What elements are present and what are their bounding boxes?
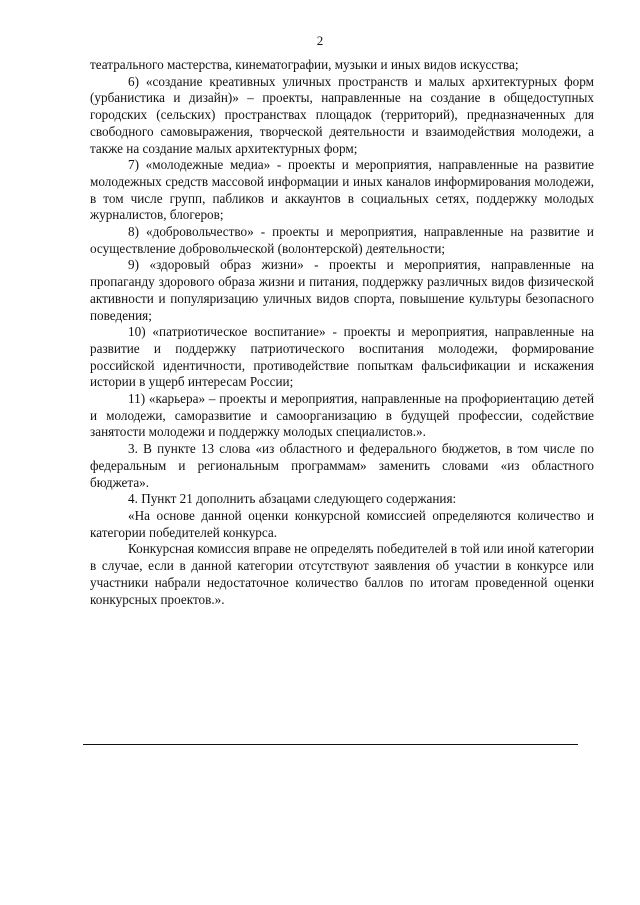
paragraph-point-4: 4. Пункт 21 дополнить абзацами следующего содержания: <box>128 491 457 507</box>
paragraph-item-7: 7) «молодежные медиа» - проекты и мероприятия, направленные на развитие молодежных средств массовой информации и иных каналов информирования молодежи, в том числе групп, пабликов и аккаунтов в социальных сетях, поддержку молодых журналистов, блогеров; <box>90 157 594 223</box>
page-number: 2 <box>316 33 324 48</box>
paragraph-item-10: 10) «патриотическое воспитание» - проекты и мероприятия, направленные на развитие и поддержку патриотического воспитания молодежи, формирование российской идентичности, противодействие попыткам фальсификации и искажения истории в ущерб интересам России; <box>90 324 594 390</box>
paragraph-item-9: 9) «здоровый образ жизни» - проекты и мероприятия, направленные на пропаганду здорового образа жизни и питания, поддержку различных видов физической активности и популяризацию уличных видов спорта, повышение культуры безопасного поведения; <box>90 257 594 323</box>
paragraph-continuation: театрального мастерства, кинематографии, музыки и иных видов искусства; <box>90 57 519 72</box>
paragraph-quote-1: «На основе данной оценки конкурсной комиссией определяются количество и категории победителей конкурса. <box>90 507 594 540</box>
paragraph-quote-2: Конкурсная комиссия вправе не определять победителей в той или иной категории в случае, если в данной категории отсутствуют заявления об участии в конкурсе или участники набрали недостаточное количество баллов по итогам проведенной оценки конкурсных проектов.». <box>90 541 594 607</box>
paragraph-point-3: 3. В пункте 13 слова «из областного и федерального бюджетов, в том числе по федеральным и региональным программам» заменить словами «из областного бюджета». <box>90 441 594 490</box>
closing-rule <box>83 744 578 745</box>
paragraph-item-6: 6) «создание креативных уличных пространств и малых архитектурных форм (урбанистика и дизайн)» – проекты, направленные на создание в общедоступных городских (сельских) пространствах площадок (территорий), предназначенных для свободного самовыражения, творческой деятельности и взаимодействия молодежи, а также на создание малых архитектурных форм; <box>90 73 594 156</box>
document-body <box>90 57 594 608</box>
paragraph-item-11: 11) «карьера» – проекты и мероприятия, направленные на профориентацию детей и молодежи, саморазвитие и самоорганизацию в будущей профессии, содействие занятости молодежи и поддержку молодых специалистов.». <box>90 391 594 440</box>
paragraph-item-8: 8) «добровольчество» - проекты и мероприятия, направленные на развитие и осуществление добровольческой (волонтерской) деятельности; <box>90 224 594 256</box>
